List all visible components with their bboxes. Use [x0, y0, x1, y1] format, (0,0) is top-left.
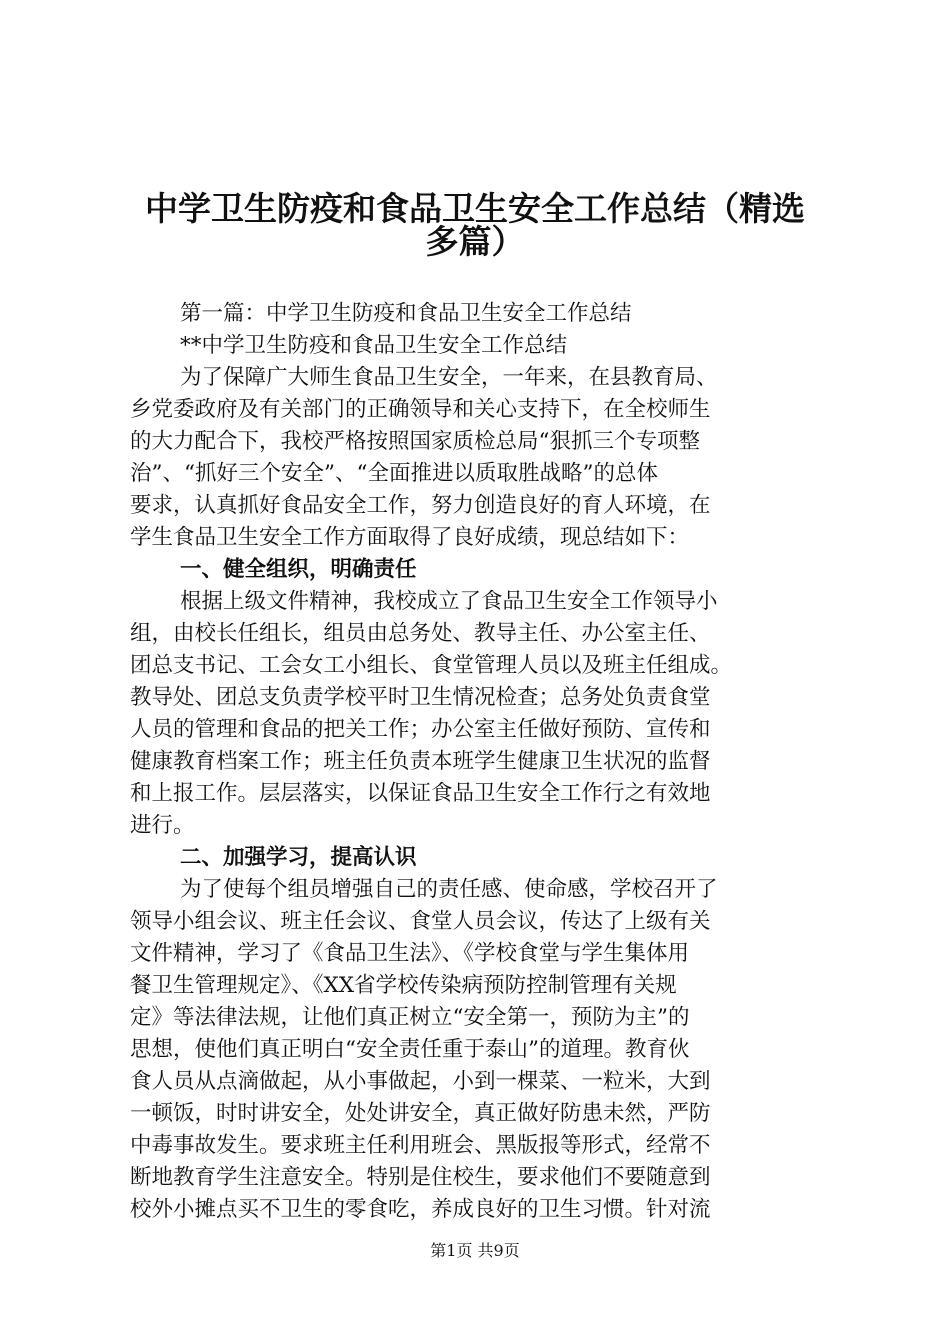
document-title-line-2: 多篇）	[425, 222, 525, 261]
paragraph-line: 领导小组会议、班主任会议、食堂人员会议，传达了上级有关	[130, 909, 711, 934]
paragraph-line: 一顿饭，时时讲安全，处处讲安全，真正做好防患未然，严防	[130, 1101, 711, 1126]
paragraph-line: 思想，使他们真正明白“安全责任重于泰山”的道理。教育伙	[130, 1037, 690, 1062]
paragraph-line: 健康教育档案工作；班主任负责本班学生健康卫生状况的监督	[130, 749, 711, 774]
paragraph-line: 治”、“抓好三个安全”、“全面推进以质取胜战略”的总体	[130, 461, 658, 486]
paragraph-line: 断地教育学生注意安全。特别是住校生，要求他们不要随意到	[130, 1165, 711, 1190]
page-footer: 第1页 共9页	[430, 1241, 520, 1260]
paragraph-line: 教导处、团总支负责学校平时卫生情况检查；总务处负责食堂	[130, 685, 711, 710]
paragraph-line: 为了使每个组员增强自己的责任感、使命感，学校召开了	[180, 877, 718, 902]
paragraph-line: 根据上级文件精神，我校成立了食品卫生安全工作领导小	[180, 589, 718, 614]
paragraph-line: 食人员从点滴做起，从小事做起，小到一棵菜、一粒米，大到	[130, 1069, 711, 1094]
paragraph-line: 乡党委政府及有关部门的正确领导和关心支持下，在全校师生	[130, 397, 711, 422]
paragraph-line: 进行。	[130, 813, 195, 838]
paragraph-line: 人员的管理和食品的把关工作；办公室主任做好预防、宣传和	[130, 717, 711, 742]
subtitle: **中学卫生防疫和食品卫生安全工作总结	[180, 333, 568, 358]
document-title-line-1: 中学卫生防疫和食品卫生安全工作总结（精选	[145, 189, 805, 228]
paragraph-line: 餐卫生管理规定》、《XX省学校传染病预防控制管理有关规	[130, 973, 677, 998]
paragraph-line: 和上报工作。层层落实，以保证食品卫生安全工作行之有效地	[130, 781, 711, 806]
paragraph-line: 组，由校长任组长，组员由总务处、教导主任、办公室主任、	[130, 621, 711, 646]
paragraph-line: 中毒事故发生。要求班主任利用班会、黑版报等形式，经常不	[130, 1133, 711, 1158]
paragraph-line: 学生食品卫生安全工作方面取得了良好成绩，现总结如下：	[130, 525, 690, 550]
paragraph-line: 为了保障广大师生食品卫生安全，一年来，在县教育局、	[180, 365, 718, 390]
section-title-part-one: 第一篇：中学卫生防疫和食品卫生安全工作总结	[180, 301, 632, 326]
paragraph-line: 文件精神，学习了《食品卫生法》、《学校食堂与学生集体用	[130, 941, 690, 966]
paragraph-line: 团总支书记、工会女工小组长、食堂管理人员以及班主任组成。	[130, 653, 733, 678]
paragraph-line: 校外小摊点买不卫生的零食吃，养成良好的卫生习惯。针对流	[130, 1197, 711, 1222]
section-heading-2: 二、加强学习，提高认识	[180, 845, 417, 870]
paragraph-line: 的大力配合下，我校严格按照国家质检总局“狠抓三个专项整	[130, 429, 700, 454]
section-heading-1: 一、健全组织，明确责任	[180, 557, 417, 582]
paragraph-line: 定》等法律法规，让他们真正树立“安全第一，预防为主”的	[130, 1005, 690, 1030]
paragraph-line: 要求，认真抓好食品安全工作，努力创造良好的育人环境，在	[130, 493, 711, 518]
